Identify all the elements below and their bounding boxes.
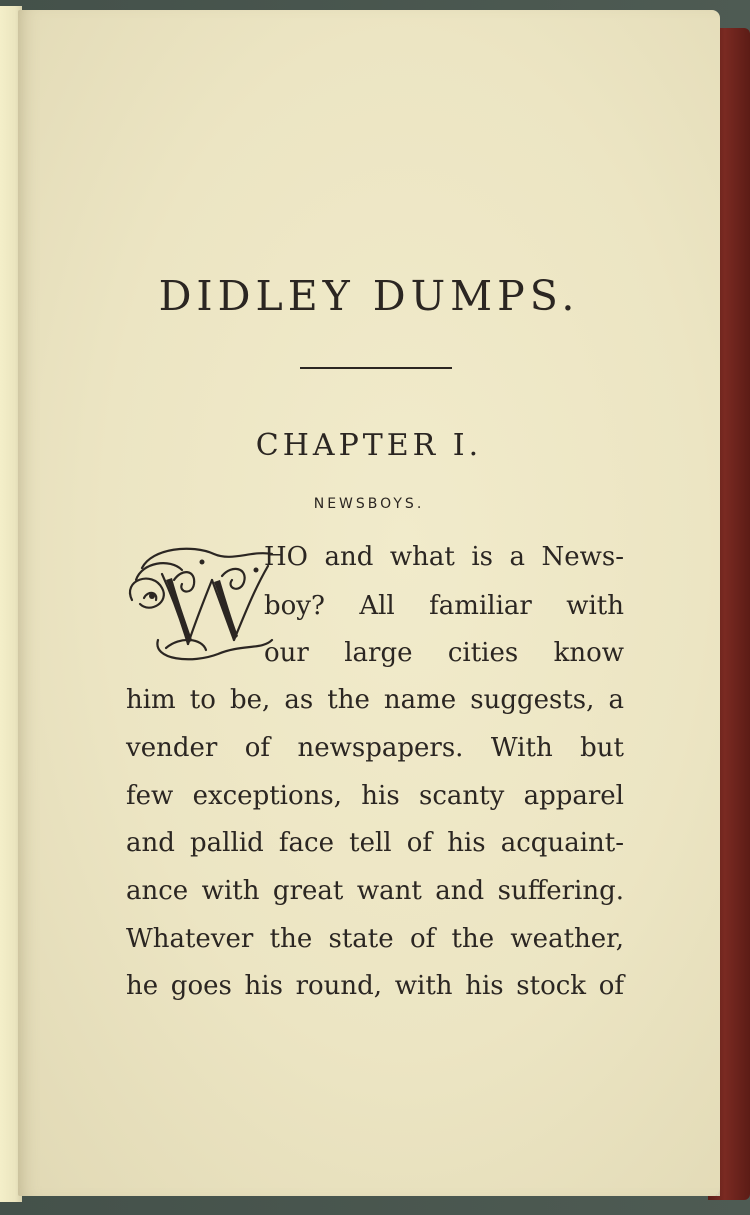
text-line-6: few exceptions, his scanty apparel bbox=[126, 781, 624, 811]
text-line-2: boy? All familiar with bbox=[264, 591, 624, 621]
text-line-1: HO and what is a News- bbox=[264, 542, 624, 572]
text-line-8: ance with great want and suffering. bbox=[126, 876, 624, 906]
title-divider bbox=[300, 367, 452, 369]
text-line-7: and pallid face tell of his acquaint- bbox=[126, 828, 624, 858]
text-line-5: vender of newspapers. With but bbox=[126, 733, 624, 763]
chapter-subtitle: NEWSBOYS. bbox=[313, 496, 425, 512]
text-line-3: our large cities know bbox=[264, 638, 624, 668]
book-page bbox=[18, 10, 720, 1196]
text-line-4: him to be, as the name suggests, a bbox=[126, 685, 624, 715]
chapter-heading: CHAPTER I. bbox=[255, 428, 483, 463]
ornamental-drop-cap-w bbox=[122, 540, 282, 670]
text-line-10: he goes his round, with his stock of bbox=[126, 971, 624, 1001]
book-title: DIDLEY DUMPS. bbox=[158, 272, 580, 320]
text-line-9: Whatever the state of the weather, bbox=[126, 924, 624, 954]
